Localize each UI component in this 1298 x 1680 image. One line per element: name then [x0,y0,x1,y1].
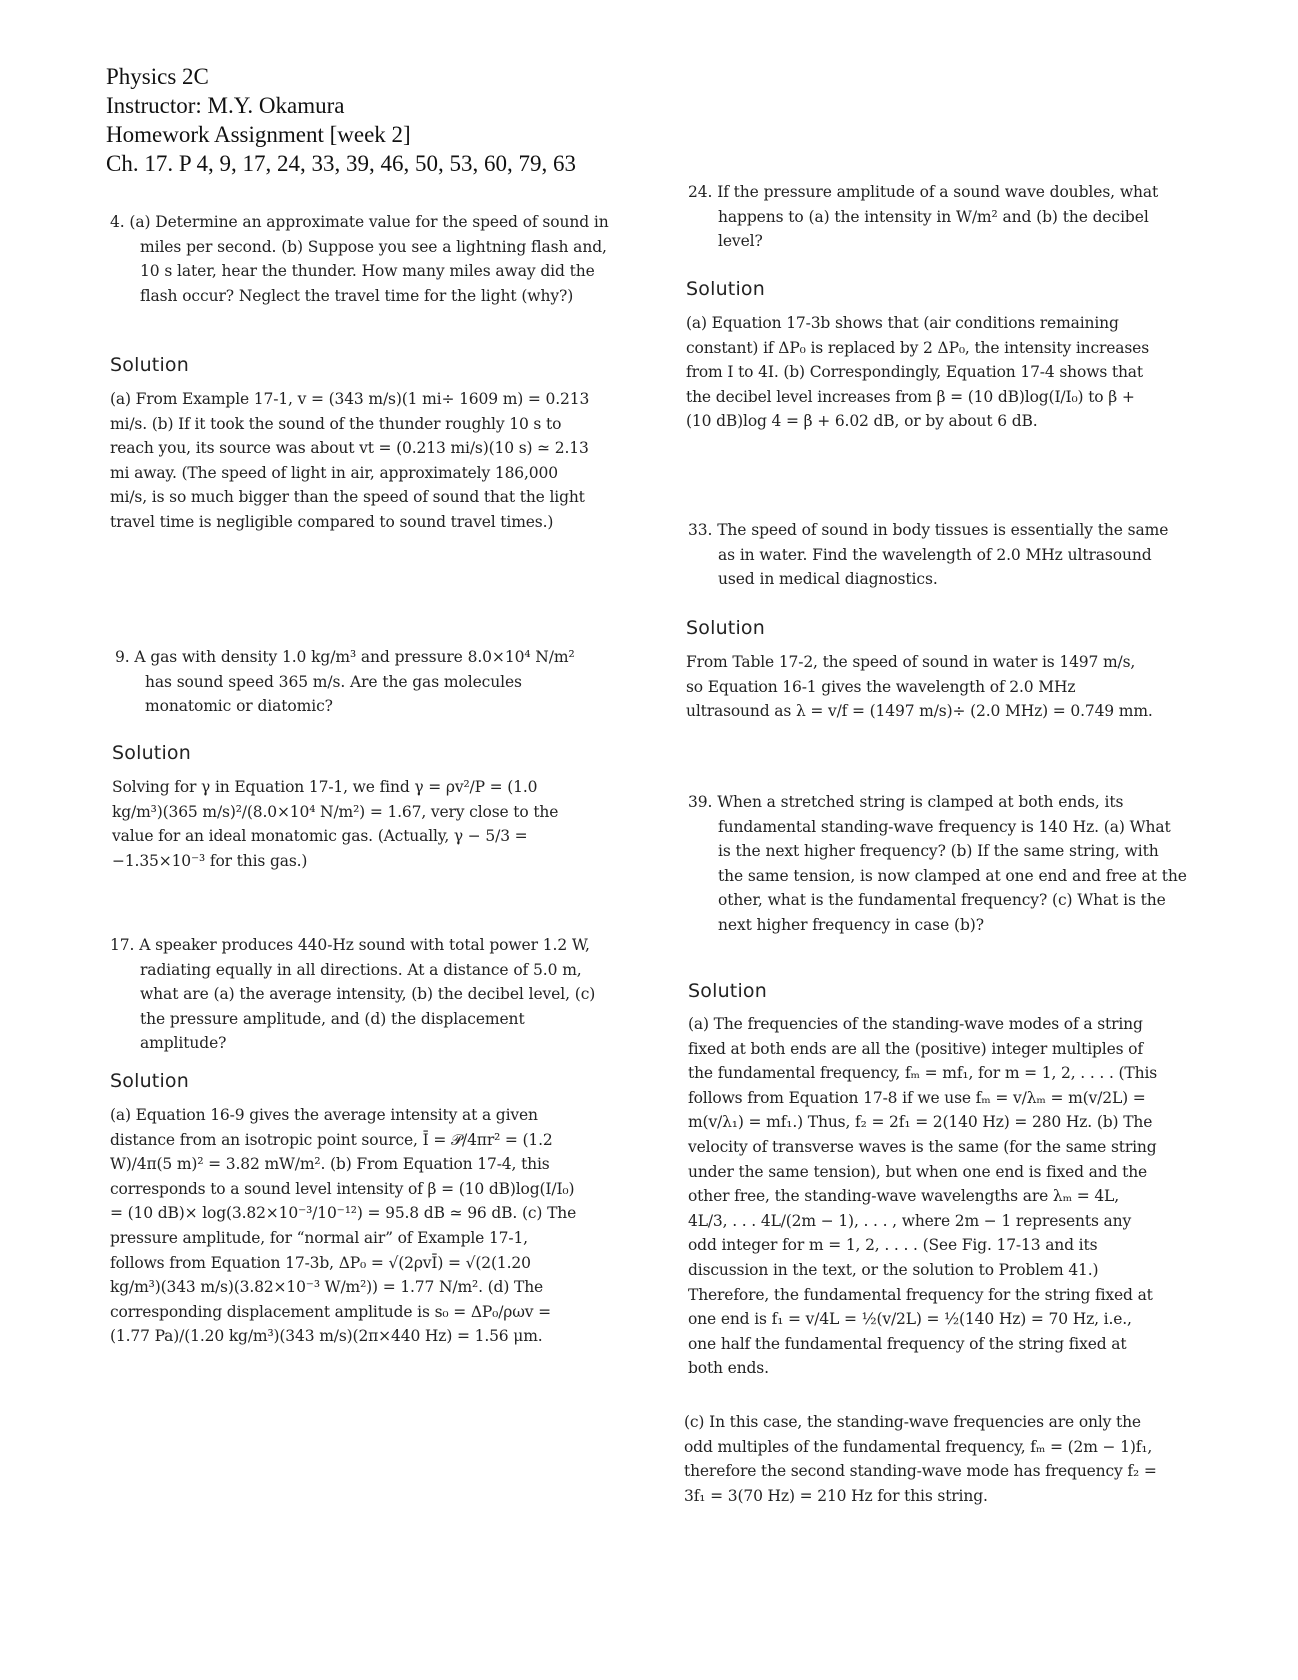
problem-number: 33. [688,521,713,539]
problem-39 [688,790,1188,938]
solution-24: (a) Equation 17-3b shows that (air conditions remaining constant) if ΔP₀ is replaced by 2 ΔP₀, the intensity increases from I to 4I. (b) Correspondingly, Equation 17-4 shows that the decibel level increases from β = (10 dB)log(I/I₀) to β + (10 dB)log 4 = β + 6.02 dB, or by about 6 dB. [686,314,1150,431]
problem-text: When a stretched string is clamped at both ends, its fundamental standing-wave frequency is 140 Hz. (a) What is the next higher frequency? (b) If the same string, with the same tension, is now clamped at one end and free at the other, what is the fundamental frequency? (c) What is the next higher frequency in case (b)? [717,793,1187,934]
solution-17: (a) Equation 16-9 gives the average intensity at a given distance from an isotropic point source, Ī = 𝒫/4πr² = (1.2 W)/4π(5 m)² = 3.82 mW/m². (b) From Equation 17-4, this corresponds to a sound level intensity of β = (10 dB)log(I/I₀) = (10 dB)× log(3.82×10⁻³/10⁻¹²) = 95.8 dB ≃ 96 dB. (c) The pressure amplitude, for “normal air” of Example 17-1, follows from Equation 17-3b, ΔP₀ = √(2ρvĪ) = √(2(1.20 kg/m³)(343 m/s)(3.82×10⁻³ W/m²)) = 1.77 N/m². (d) The corresponding displacement amplitude is s₀ = ΔP₀/ρωv = (1.77 Pa)/(1.20 kg/m³)(343 m/s)(2π×440 Hz) = 1.56 μm. [110,1106,577,1346]
solution-heading: Solution [112,742,192,764]
solution-heading: Solution [110,354,190,376]
problem-33 [688,518,1188,592]
solution-33: From Table 17-2, the speed of sound in water is 1497 m/s, so Equation 16-1 gives the wavelength of 2.0 MHz ultrasound as λ = v/f = (1497 m/s)÷ (2.0 MHz) = 0.749 mm. [686,653,1153,721]
assignment-title: Homework Assignment [week 2] [106,122,411,147]
solution-heading: Solution [688,980,768,1002]
problem-number: 39. [688,793,713,811]
problem-text: (a) Determine an approximate value for the speed of sound in miles per second. (b) Suppose you see a lightning flash and, 10 s later, hear the thunder. How many miles away did the flash occur? Neglect the travel time for the light (why?) [129,213,609,305]
problem-number: 4. [110,213,125,231]
solution-heading: Solution [686,617,766,639]
solution-39: (a) The frequencies of the standing-wave modes of a string fixed at both ends are all the (positive) integer multiples of the fundamental frequency, fₘ = mf₁, for m = 1, 2, . . . . (This follows from Equation 17-8 if we use fₘ = v/λₘ = m(v/2L) = m(v/λ₁) = mf₁.) Thus, f₂ = 2f₁ = 2(140 Hz) = 280 Hz. (b) The velocity of transverse waves is the same (for the same string under the same tension), but when one end is fixed and the other free, the standing-wave wavelengths are λₘ = 4L, 4L/3, . . . 4L/(2m − 1), . . . , where 2m − 1 represents any odd integer for m = 1, 2, . . . . (See Fig. 17-13 and its discussion in the text, or the solution to Problem 41.) Therefore, the fundamental frequency for the string fixed at one end is f₁ = v/4L = ½(v/2L) = ½(140 Hz) = 70 Hz, i.e., one half the fundamental frequency of the string fixed at both ends. [688,1015,1158,1378]
problem-17 [110,933,610,1056]
solution-9: Solving for γ in Equation 17-1, we find γ = ρv²/P = (1.0 kg/m³)(365 m/s)²/(8.0×10⁴ N/m²) = 1.67, very close to the value for an ideal monatomic gas. (Actually, γ − 5/3 = −1.35×10⁻³ for this gas.) [112,778,559,870]
solution-heading: Solution [110,1070,190,1092]
course-title: Physics 2C [106,64,209,89]
instructor-line: Instructor: M.Y. Okamura [106,93,345,118]
problem-4 [110,210,610,308]
document-header [106,62,666,178]
problem-text: If the pressure amplitude of a sound wave doubles, what happens to (a) the intensity in W/m² and (b) the decibel level? [717,183,1159,251]
problem-text: The speed of sound in body tissues is essentially the same as in water. Find the wavelength of 2.0 MHz ultrasound used in medical diagnostics. [717,521,1169,589]
problem-24 [688,180,1188,254]
problem-text: A speaker produces 440-Hz sound with total power 1.2 W, radiating equally in all directions. At a distance of 5.0 m, what are (a) the average intensity, (b) the decibel level, (c) the pressure amplitude, and (d) the displacement amplitude? [139,936,596,1053]
problem-number: 24. [688,183,713,201]
problems-list: Ch. 17. P 4, 9, 17, 24, 33, 39, 46, 50, 53, 60, 79, 63 [106,151,577,176]
problem-number: 9. [115,648,130,666]
problem-number: 17. [110,936,135,954]
solution-39c: (c) In this case, the standing-wave frequencies are only the odd multiples of the fundamental frequency, fₘ = (2m − 1)f₁, therefore the second standing-wave mode has frequency f₂ = 3f₁ = 3(70 Hz) = 210 Hz for this string. [684,1413,1157,1505]
problem-text: A gas with density 1.0 kg/m³ and pressure 8.0×10⁴ N/m² has sound speed 365 m/s. Are the gas molecules monatomic or diatomic? [134,648,575,716]
solution-heading: Solution [686,278,766,300]
solution-4: (a) From Example 17-1, v = (343 m/s)(1 mi÷ 1609 m) = 0.213 mi/s. (b) If it took the sound of the thunder roughly 10 s to reach you, its source was about vt = (0.213 mi/s)(10 s) ≃ 2.13 mi away. (The speed of light in air, approximately 186,000 mi/s, is so much bigger than the speed of sound that the light travel time is negligible compared to sound travel times.) [110,390,590,531]
problem-9 [115,645,605,719]
